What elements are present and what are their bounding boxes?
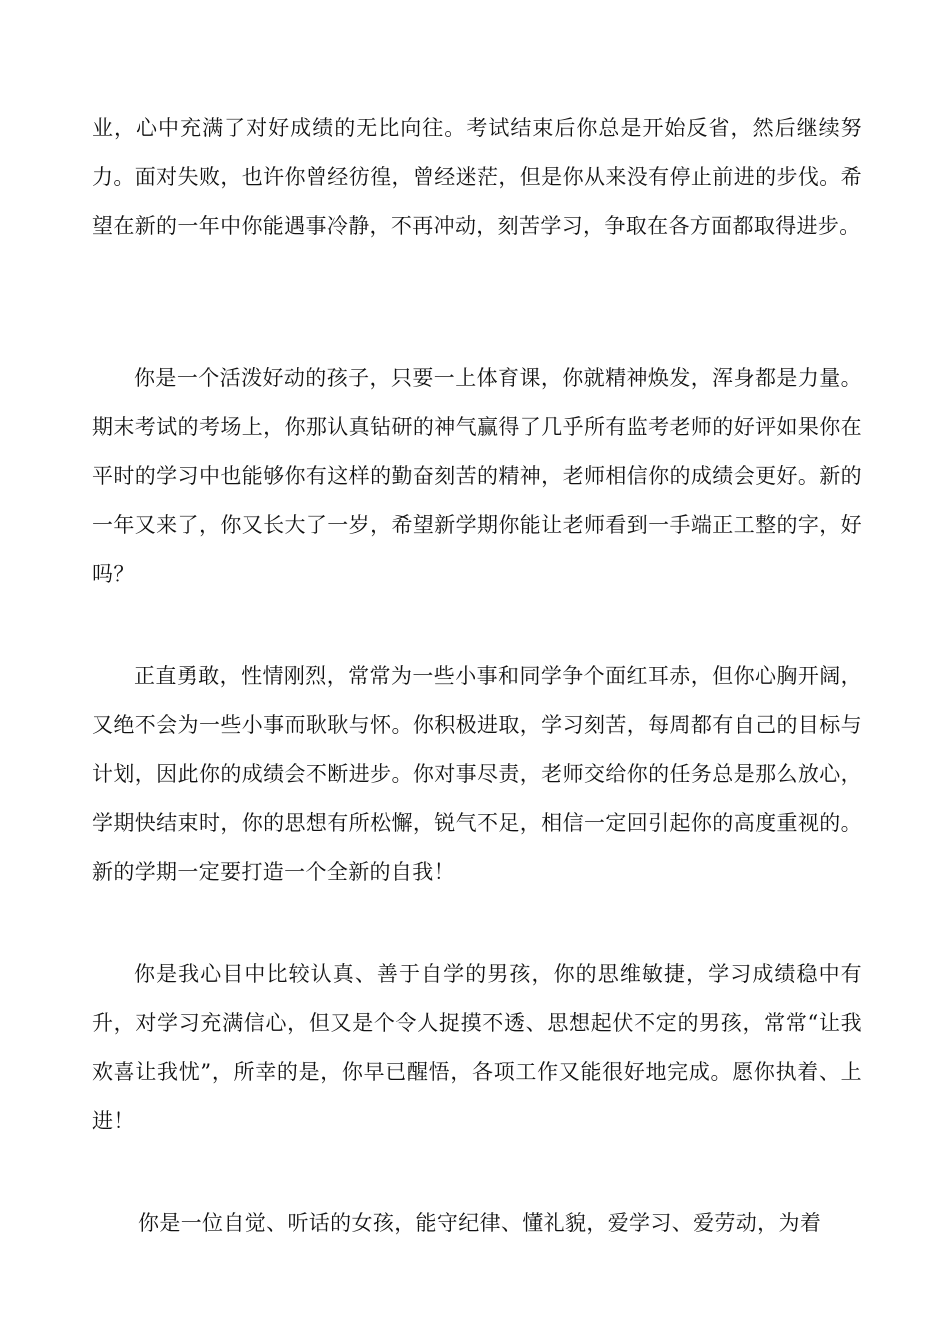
paragraph-3: 正直勇敢，性情刚烈，常常为一些小事和同学争个面红耳赤，但你心胸开阔，又绝不会为一些小事而耿耿与怀。你积极进取，学习刻苦，每周都有自己的目标与计划，因此你的成绩会不断进步。你对事尽责，老师交给你的任务总是那么放心，学期快结束时，你的思想有所松懈，锐气不足，相信一定回引起你的高度重视的。新的学期一定要打造一个全新的自我！ bbox=[92, 664, 862, 884]
paragraph-2: 你是一个活泼好动的孩子，只要一上体育课，你就精神焕发，浑身都是力量。期末考试的考场上，你那认真钻研的神气赢得了几乎所有监考老师的好评如果你在平时的学习中也能够你有这样的勤奋刻苦的精神，老师相信你的成绩会更好。新的一年又来了，你又长大了一岁，希望新学期你能让老师看到一手端正工整的字，好吗？ bbox=[92, 366, 862, 586]
paragraph-4: 你是我心目中比较认真、善于自学的男孩，你的思维敏捷，学习成绩稳中有升，对学习充满信心，但又是个令人捉摸不透、思想起伏不定的男孩，常常“让我欢喜让我忧”，所幸的是，你早已醒悟，各项工作又能很好地完成。愿你执着、上进！ bbox=[92, 962, 862, 1133]
paragraph-1: 业，心中充满了对好成绩的无比向往。考试结束后你总是开始反省，然后继续努力。面对失败，也许你曾经彷徨，曾经迷茫，但是你从来没有停止前进的步伐。希望在新的一年中你能遇事冷静，不再冲动，刻苦学习，争取在各方面都取得进步。 bbox=[92, 116, 862, 238]
paragraph-5: 你是一位自觉、听话的女孩，能守纪律、懂礼貌，爱学习、爱劳动，为着 bbox=[138, 1211, 822, 1235]
